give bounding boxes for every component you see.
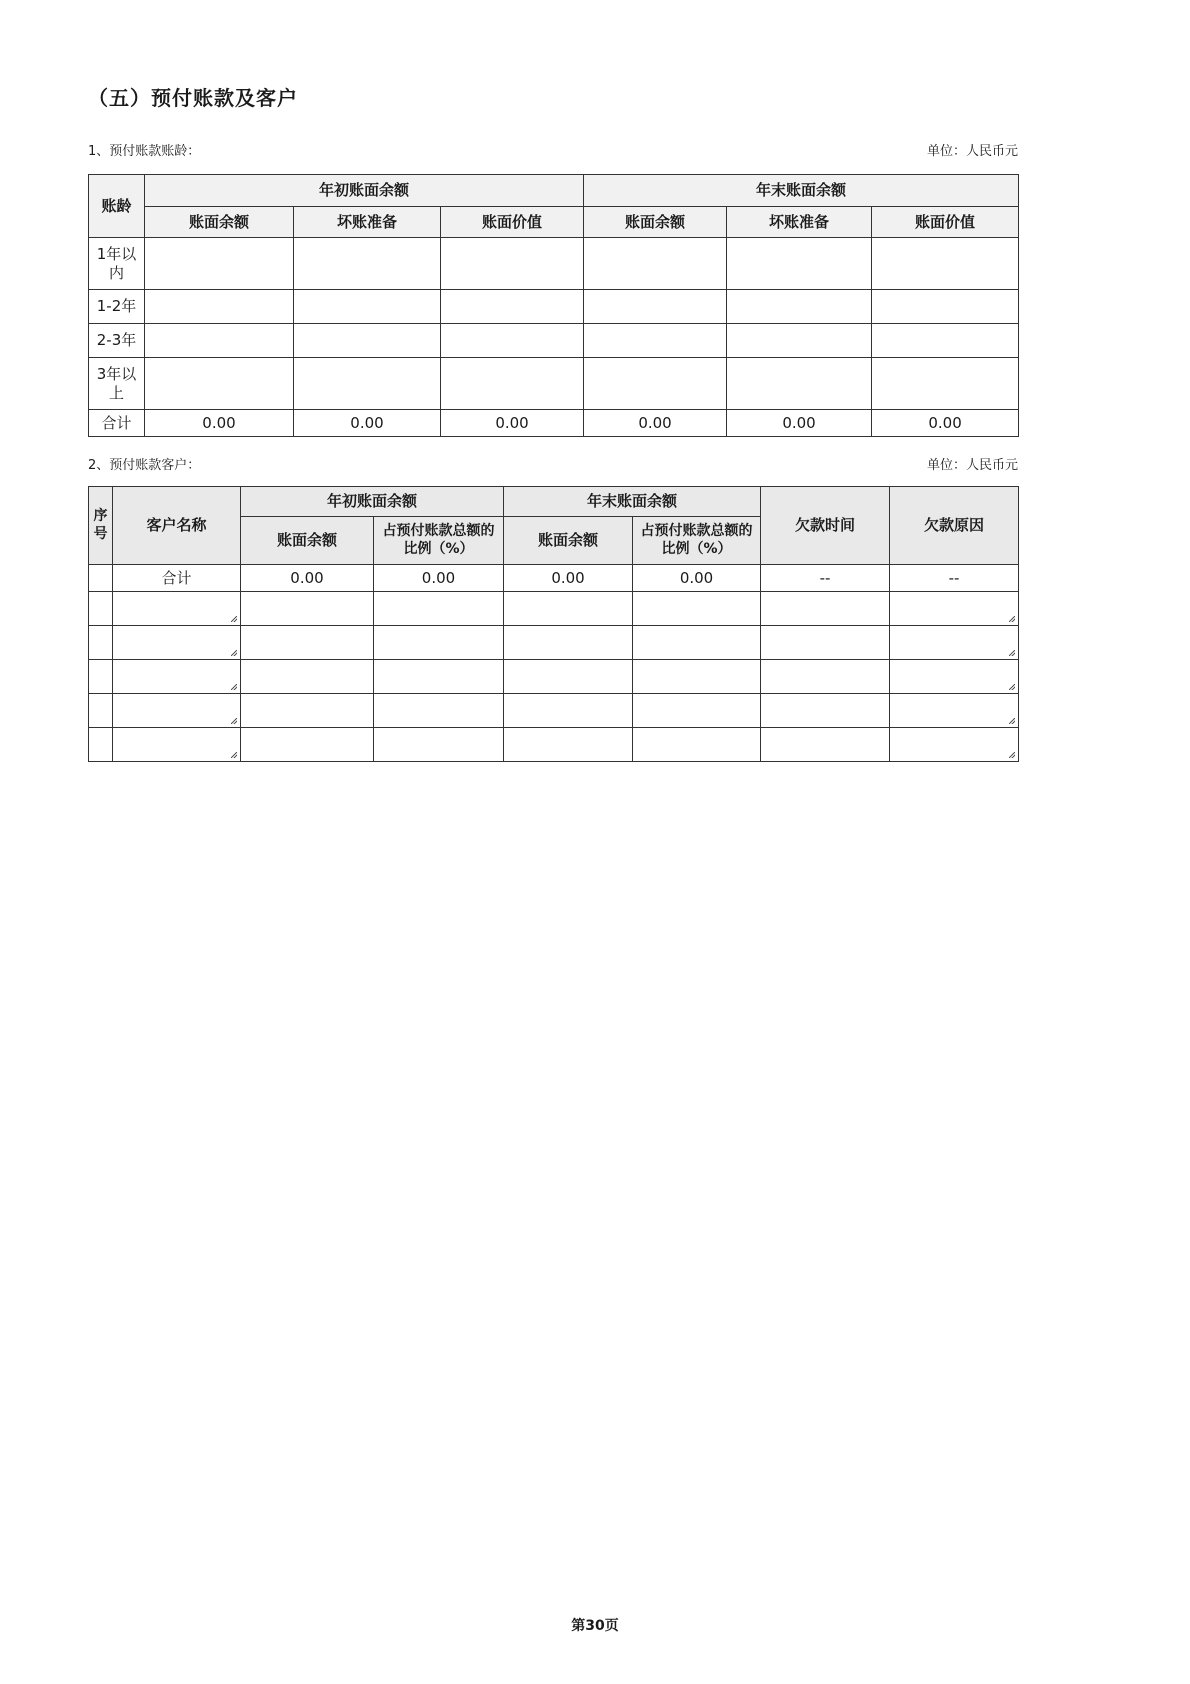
header-seq: 序号 <box>89 487 113 565</box>
subheader-bad-debt: 坏账准备 <box>727 207 872 238</box>
overdue-time-cell[interactable] <box>761 728 890 762</box>
end-balance-cell[interactable] <box>504 592 633 626</box>
header-end-balance: 年末账面余额 <box>504 487 761 517</box>
total-cell: 0.00 <box>727 410 872 437</box>
total-seq <box>89 565 113 592</box>
overdue-reason-field[interactable] <box>890 660 1019 694</box>
total-cell: 0.00 <box>872 410 1019 437</box>
cell[interactable] <box>727 238 872 290</box>
cell[interactable] <box>584 358 727 410</box>
cell[interactable] <box>584 324 727 358</box>
begin-ratio-cell[interactable] <box>374 626 504 660</box>
end-balance-cell[interactable] <box>504 728 633 762</box>
begin-balance-cell[interactable] <box>241 626 374 660</box>
overdue-time-cell[interactable] <box>761 626 890 660</box>
total-end-balance: 0.00 <box>504 565 633 592</box>
cell[interactable] <box>145 324 294 358</box>
subheader-ratio: 占预付账款总额的比例（%） <box>374 517 504 565</box>
end-ratio-cell[interactable] <box>633 660 761 694</box>
begin-ratio-cell[interactable] <box>374 694 504 728</box>
subheader-book-balance: 账面余额 <box>504 517 633 565</box>
table-row <box>89 660 1019 694</box>
row-label-total: 合计 <box>89 410 145 437</box>
seq-cell <box>89 592 113 626</box>
end-ratio-cell[interactable] <box>633 694 761 728</box>
begin-ratio-cell[interactable] <box>374 592 504 626</box>
cell[interactable] <box>441 358 584 410</box>
customer-name-field[interactable] <box>113 592 241 626</box>
row-label: 3年以上 <box>89 358 145 410</box>
subheader-ratio: 占预付账款总额的比例（%） <box>633 517 761 565</box>
customer-name-field[interactable] <box>113 660 241 694</box>
cell[interactable] <box>441 290 584 324</box>
total-cell: 0.00 <box>441 410 584 437</box>
header-customer-name: 客户名称 <box>113 487 241 565</box>
header-overdue-time: 欠款时间 <box>761 487 890 565</box>
seq-cell <box>89 626 113 660</box>
header-end-balance: 年末账面余额 <box>584 175 1019 207</box>
table-row <box>89 728 1019 762</box>
row-label: 1-2年 <box>89 290 145 324</box>
customer-table <box>88 486 1019 762</box>
subheader-book-balance: 账面余额 <box>584 207 727 238</box>
aging-table <box>88 174 1019 437</box>
begin-balance-cell[interactable] <box>241 592 374 626</box>
seq-cell <box>89 660 113 694</box>
overdue-reason-field[interactable] <box>890 626 1019 660</box>
table1-unit: 单位：人民币元 <box>926 144 1018 159</box>
customer-name-field[interactable] <box>113 694 241 728</box>
subheader-book-value: 账面价值 <box>441 207 584 238</box>
begin-balance-cell[interactable] <box>241 660 374 694</box>
cell[interactable] <box>294 358 441 410</box>
page-number: 第30页 <box>571 1618 619 1634</box>
cell[interactable] <box>145 358 294 410</box>
begin-ratio-cell[interactable] <box>374 660 504 694</box>
header-aging: 账龄 <box>89 175 145 238</box>
table-row <box>89 592 1019 626</box>
total-overdue-time: -- <box>761 565 890 592</box>
row-label: 2-3年 <box>89 324 145 358</box>
cell[interactable] <box>294 238 441 290</box>
table-row <box>89 694 1019 728</box>
cell[interactable] <box>872 238 1019 290</box>
end-balance-cell[interactable] <box>504 660 633 694</box>
table2-unit: 单位：人民币元 <box>926 458 1018 473</box>
cell[interactable] <box>441 238 584 290</box>
cell[interactable] <box>872 358 1019 410</box>
cell[interactable] <box>872 290 1019 324</box>
cell[interactable] <box>727 358 872 410</box>
end-balance-cell[interactable] <box>504 694 633 728</box>
seq-cell <box>89 728 113 762</box>
cell[interactable] <box>584 238 727 290</box>
begin-ratio-cell[interactable] <box>374 728 504 762</box>
overdue-time-cell[interactable] <box>761 694 890 728</box>
customer-name-field[interactable] <box>113 626 241 660</box>
cell[interactable] <box>294 290 441 324</box>
section-title: （五）预付账款及客户 <box>88 86 298 110</box>
cell[interactable] <box>441 324 584 358</box>
begin-balance-cell[interactable] <box>241 694 374 728</box>
total-end-ratio: 0.00 <box>633 565 761 592</box>
total-overdue-reason: -- <box>890 565 1019 592</box>
header-begin-balance: 年初账面余额 <box>145 175 584 207</box>
subheader-book-value: 账面价值 <box>872 207 1019 238</box>
total-cell: 0.00 <box>145 410 294 437</box>
customer-name-field[interactable] <box>113 728 241 762</box>
cell[interactable] <box>294 324 441 358</box>
overdue-reason-field[interactable] <box>890 592 1019 626</box>
cell[interactable] <box>584 290 727 324</box>
total-label: 合计 <box>113 565 241 592</box>
table1-title: 1、预付账款账龄： <box>88 144 201 159</box>
end-balance-cell[interactable] <box>504 626 633 660</box>
cell[interactable] <box>727 290 872 324</box>
row-label: 1年以内 <box>89 238 145 290</box>
begin-balance-cell[interactable] <box>241 728 374 762</box>
total-cell: 0.00 <box>584 410 727 437</box>
total-begin-ratio: 0.00 <box>374 565 504 592</box>
cell[interactable] <box>727 324 872 358</box>
header-overdue-reason: 欠款原因 <box>890 487 1019 565</box>
end-ratio-cell[interactable] <box>633 626 761 660</box>
subheader-bad-debt: 坏账准备 <box>294 207 441 238</box>
cell[interactable] <box>872 324 1019 358</box>
subheader-book-balance: 账面余额 <box>145 207 294 238</box>
overdue-time-cell[interactable] <box>761 660 890 694</box>
cell[interactable] <box>145 238 294 290</box>
seq-cell <box>89 694 113 728</box>
end-ratio-cell[interactable] <box>633 728 761 762</box>
table-row <box>89 626 1019 660</box>
cell[interactable] <box>145 290 294 324</box>
header-begin-balance: 年初账面余额 <box>241 487 504 517</box>
end-ratio-cell[interactable] <box>633 592 761 626</box>
overdue-reason-field[interactable] <box>890 728 1019 762</box>
subheader-book-balance: 账面余额 <box>241 517 374 565</box>
overdue-time-cell[interactable] <box>761 592 890 626</box>
total-begin-balance: 0.00 <box>241 565 374 592</box>
table2-title: 2、预付账款客户： <box>88 458 201 473</box>
overdue-reason-field[interactable] <box>890 694 1019 728</box>
total-cell: 0.00 <box>294 410 441 437</box>
